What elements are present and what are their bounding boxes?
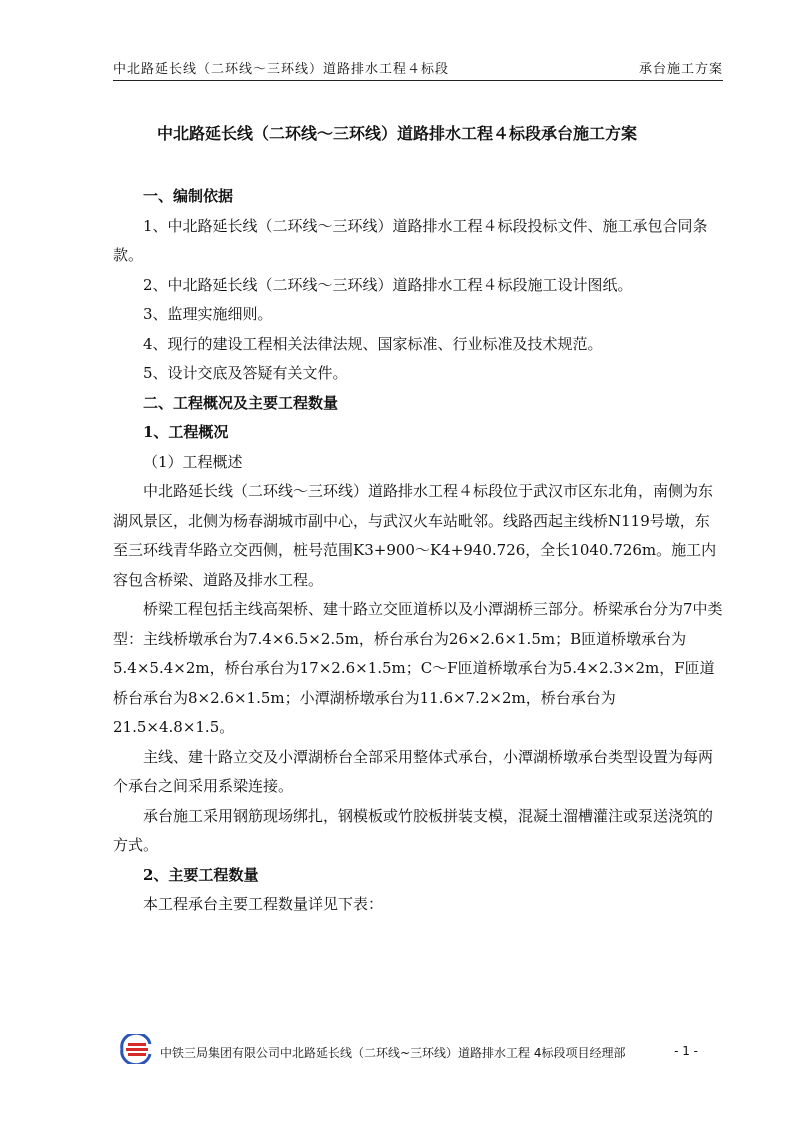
document-body	[113, 182, 723, 920]
paragraph: 2、中北路延长线（二环线～三环线）道路排水工程４标段施工设计图纸。	[143, 275, 633, 294]
page-footer	[118, 1034, 723, 1064]
paragraph: 主线、建十路立交及小潭湖桥台全部采用整体式承台，小潭湖桥墩承台类型设置为每两个承台之间采用系梁连接。	[113, 747, 714, 795]
paragraph: 4、现行的建设工程相关法律法规、国家标准、行业标准及技术规范。	[143, 334, 603, 353]
section-heading: 二、工程概况及主要工程数量	[143, 393, 339, 412]
section-heading: 一、编制依据	[143, 187, 234, 205]
subsection-heading: 2、主要工程数量	[143, 865, 259, 884]
paragraph: 3、监理实施细则。	[143, 305, 273, 323]
header-document-type: 承台施工方案	[638, 62, 723, 77]
page-header	[113, 56, 723, 81]
paragraph: 5、设计交底及答疑有关文件。	[143, 364, 348, 382]
page-number: - 1 -	[674, 1044, 698, 1058]
paragraph: 1、中北路延长线（二环线～三环线）道路排水工程４标段投标文件、施工承包合同条款。	[113, 216, 708, 264]
paragraph: 承台施工采用钢筋现场绑扎，钢模板或竹胶板拼装支模，混凝土溜槽灌注或泵送浇筑的方式。	[113, 806, 714, 854]
paragraph: 中北路延长线（二环线～三环线）道路排水工程４标段位于武汉市区东北角，南侧为东湖风景区，北侧为杨春湖城市副中心，与武汉火车站毗邻。线路西起主线桥N119号墩，东至三环线青华路立交西侧，桩号范围K3+900～K4+940.726，全长1040.726m。施工内容包含桥梁、道路及排水工程。	[113, 482, 717, 589]
document-title: 中北路延长线（二环线～三环线）道路排水工程４标段承台施工方案	[156, 124, 637, 143]
paragraph: （1）工程概述	[143, 452, 243, 471]
paragraph: 本工程承台主要工程数量详见下表：	[143, 895, 384, 913]
header-project-title: 中北路延长线（二环线～三环线）道路排水工程４标段	[113, 62, 450, 77]
company-logo-icon	[118, 1034, 154, 1064]
footer-organization: 中铁三局集团有限公司中北路延长线（二环线~三环线）道路排水工程 4标段项目经理部	[160, 1046, 626, 1060]
paragraph: 桥梁工程包括主线高架桥、建十路立交匝道桥以及小潭湖桥三部分。桥梁承台分为7中类型：主线桥墩承台为7.4×6.5×2.5m，桥台承台为26×2.6×1.5m；B匝道桥墩承台为5.4×5.4×2m，桥台承台为17×2.6×1.5m；C～F匝道桥墩承台为5.4×2.3×2m，F匝道桥台承台为8×2.6×1.5m；小潭湖桥墩承台为11.6×7.2×2m，桥台承台为21.5×4.8×1.5。	[113, 600, 723, 736]
subsection-heading: 1、工程概况	[143, 423, 229, 441]
